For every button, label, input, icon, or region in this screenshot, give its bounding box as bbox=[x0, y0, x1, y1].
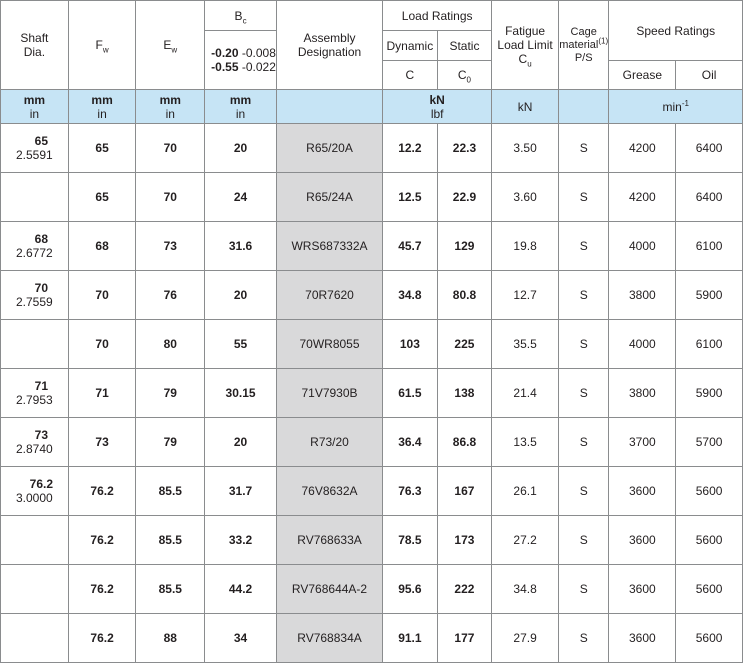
grease-cell: 3800 bbox=[609, 369, 676, 418]
shaft-mm: 68 bbox=[34, 232, 49, 246]
grease-cell: 3600 bbox=[609, 614, 676, 663]
header-grease: Grease bbox=[609, 61, 676, 90]
header-shaft-dia: Shaft Dia. bbox=[1, 1, 69, 90]
ew-cell: 85.5 bbox=[136, 467, 205, 516]
shaft-mm: 70 bbox=[34, 281, 49, 295]
fw-cell: 76.2 bbox=[68, 614, 136, 663]
header-bc-tolerance: -0.20 -0.008 -0.55 -0.022 bbox=[205, 31, 277, 90]
grease-cell: 4200 bbox=[609, 173, 676, 222]
header-assembly-designation: Assembly Designation bbox=[276, 1, 382, 90]
dynamic-cell: 36.4 bbox=[383, 418, 438, 467]
table-row bbox=[1, 516, 743, 565]
unit-fw: mm in bbox=[68, 90, 136, 124]
static-cell: 86.8 bbox=[437, 418, 492, 467]
shaft-mm: 73 bbox=[34, 428, 49, 442]
fatigue-cell: 35.5 bbox=[492, 320, 559, 369]
header-oil: Oil bbox=[676, 61, 743, 90]
fw-cell: 76.2 bbox=[68, 516, 136, 565]
fw-cell: 76.2 bbox=[68, 467, 136, 516]
static-cell: 173 bbox=[437, 516, 492, 565]
dynamic-cell: 103 bbox=[383, 320, 438, 369]
data-rows bbox=[1, 124, 743, 663]
unit-bc: mm in bbox=[205, 90, 277, 124]
grease-cell: 3600 bbox=[609, 467, 676, 516]
header-bc: $B_c$ bbox=[205, 1, 277, 31]
grease-cell: 4000 bbox=[609, 320, 676, 369]
fatigue-cell: 13.5 bbox=[492, 418, 559, 467]
header-c0: $C_0$ bbox=[437, 61, 492, 90]
table-row bbox=[1, 369, 743, 418]
static-cell: 222 bbox=[437, 565, 492, 614]
designation-cell: R65/24A bbox=[276, 173, 382, 222]
dynamic-cell: 12.5 bbox=[383, 173, 438, 222]
shaft-in: 2.7559 bbox=[16, 295, 53, 309]
bc-cell: 20 bbox=[205, 418, 277, 467]
header-static: Static bbox=[437, 31, 492, 61]
dynamic-cell: 95.6 bbox=[383, 565, 438, 614]
table-row bbox=[1, 124, 743, 173]
unit-fatigue: kN bbox=[492, 90, 559, 124]
designation-cell: RV768834A bbox=[276, 614, 382, 663]
ew-cell: 85.5 bbox=[136, 516, 205, 565]
dynamic-cell: 61.5 bbox=[383, 369, 438, 418]
static-cell: 22.3 bbox=[437, 124, 492, 173]
static-cell: 138 bbox=[437, 369, 492, 418]
cage-cell: S bbox=[558, 614, 609, 663]
oil-cell: 5600 bbox=[676, 614, 743, 663]
bc-cell: 31.6 bbox=[205, 222, 277, 271]
fw-cell: 65 bbox=[68, 124, 136, 173]
grease-cell: 3600 bbox=[609, 516, 676, 565]
header-load-ratings: Load Ratings bbox=[383, 1, 492, 31]
table-row bbox=[1, 320, 743, 369]
ew-cell: 73 bbox=[136, 222, 205, 271]
static-cell: 129 bbox=[437, 222, 492, 271]
designation-cell: 76V8632A bbox=[276, 467, 382, 516]
table-row bbox=[1, 467, 743, 516]
cage-cell: S bbox=[558, 320, 609, 369]
cage-cell: S bbox=[558, 222, 609, 271]
ew-cell: 76 bbox=[136, 271, 205, 320]
table-row bbox=[1, 271, 743, 320]
ew-cell: 79 bbox=[136, 418, 205, 467]
bc-cell: 24 bbox=[205, 173, 277, 222]
static-cell: 22.9 bbox=[437, 173, 492, 222]
table-row bbox=[1, 614, 743, 663]
fatigue-cell: 3.60 bbox=[492, 173, 559, 222]
shaft-dia-cell bbox=[1, 467, 69, 516]
shaft-dia-cell bbox=[1, 320, 69, 369]
oil-cell: 5900 bbox=[676, 271, 743, 320]
bc-cell: 34 bbox=[205, 614, 277, 663]
header-ew: $E_w$ bbox=[136, 1, 205, 90]
oil-cell: 5600 bbox=[676, 565, 743, 614]
ew-cell: 70 bbox=[136, 124, 205, 173]
designation-cell: 71V7930B bbox=[276, 369, 382, 418]
static-cell: 167 bbox=[437, 467, 492, 516]
fw-cell: 70 bbox=[68, 320, 136, 369]
designation-cell: R65/20A bbox=[276, 124, 382, 173]
fatigue-cell: 12.7 bbox=[492, 271, 559, 320]
shaft-dia-cell bbox=[1, 418, 69, 467]
grease-cell: 3800 bbox=[609, 271, 676, 320]
ew-cell: 70 bbox=[136, 173, 205, 222]
unit-assembly bbox=[276, 90, 382, 124]
designation-cell: WRS687332A bbox=[276, 222, 382, 271]
header-c: C bbox=[383, 61, 438, 90]
shaft-dia-cell bbox=[1, 516, 69, 565]
ew-cell: 79 bbox=[136, 369, 205, 418]
cage-cell: S bbox=[558, 516, 609, 565]
fatigue-cell: 21.4 bbox=[492, 369, 559, 418]
table-row bbox=[1, 173, 743, 222]
designation-cell: R73/20 bbox=[276, 418, 382, 467]
oil-cell: 5700 bbox=[676, 418, 743, 467]
grease-cell: 4200 bbox=[609, 124, 676, 173]
cage-cell: S bbox=[558, 369, 609, 418]
shaft-in: 2.6772 bbox=[16, 246, 53, 260]
static-cell: 80.8 bbox=[437, 271, 492, 320]
dynamic-cell: 91.1 bbox=[383, 614, 438, 663]
dynamic-cell: 78.5 bbox=[383, 516, 438, 565]
shaft-dia-cell bbox=[1, 173, 69, 222]
oil-cell: 5900 bbox=[676, 369, 743, 418]
table-row bbox=[1, 418, 743, 467]
shaft-in: 2.7953 bbox=[16, 393, 53, 407]
shaft-dia-cell bbox=[1, 614, 69, 663]
shaft-mm: 71 bbox=[34, 379, 49, 393]
oil-cell: 6400 bbox=[676, 124, 743, 173]
header-cage-material: Cage material$^{(1)}$ P/S bbox=[558, 1, 609, 90]
fatigue-cell: 3.50 bbox=[492, 124, 559, 173]
cage-cell: S bbox=[558, 418, 609, 467]
ew-cell: 80 bbox=[136, 320, 205, 369]
fatigue-cell: 26.1 bbox=[492, 467, 559, 516]
dynamic-cell: 34.8 bbox=[383, 271, 438, 320]
fatigue-cell: 19.8 bbox=[492, 222, 559, 271]
header-fw: $F_w$ bbox=[68, 1, 136, 90]
designation-cell: 70WR8055 bbox=[276, 320, 382, 369]
unit-speed: $\min^{-1}$ bbox=[609, 90, 743, 124]
shaft-dia-cell bbox=[1, 124, 69, 173]
fw-cell: 68 bbox=[68, 222, 136, 271]
table-row bbox=[1, 222, 743, 271]
shaft-dia-cell bbox=[1, 369, 69, 418]
ew-cell: 85.5 bbox=[136, 565, 205, 614]
oil-cell: 6400 bbox=[676, 173, 743, 222]
shaft-mm: 65 bbox=[34, 134, 49, 148]
table-row bbox=[1, 565, 743, 614]
shaft-in: 3.0000 bbox=[16, 491, 53, 505]
bc-cell: 30.15 bbox=[205, 369, 277, 418]
oil-cell: 6100 bbox=[676, 320, 743, 369]
bc-cell: 20 bbox=[205, 124, 277, 173]
cage-cell: S bbox=[558, 271, 609, 320]
fatigue-cell: 27.2 bbox=[492, 516, 559, 565]
shaft-in: 2.8740 bbox=[16, 442, 53, 456]
static-cell: 177 bbox=[437, 614, 492, 663]
shaft-in: 2.5591 bbox=[16, 148, 53, 162]
cage-cell: S bbox=[558, 467, 609, 516]
grease-cell: 3600 bbox=[609, 565, 676, 614]
shaft-dia-cell bbox=[1, 565, 69, 614]
ew-cell: 88 bbox=[136, 614, 205, 663]
fw-cell: 73 bbox=[68, 418, 136, 467]
header-speed-ratings: Speed Ratings bbox=[609, 1, 743, 61]
oil-cell: 6100 bbox=[676, 222, 743, 271]
unit-shaft: mm in bbox=[1, 90, 69, 124]
fw-cell: 71 bbox=[68, 369, 136, 418]
header-dynamic: Dynamic bbox=[383, 31, 438, 61]
fw-cell: 76.2 bbox=[68, 565, 136, 614]
cage-cell: S bbox=[558, 124, 609, 173]
designation-cell: RV768633A bbox=[276, 516, 382, 565]
dynamic-cell: 12.2 bbox=[383, 124, 438, 173]
unit-load: kN lbf bbox=[383, 90, 492, 124]
oil-cell: 5600 bbox=[676, 516, 743, 565]
grease-cell: 4000 bbox=[609, 222, 676, 271]
fatigue-cell: 27.9 bbox=[492, 614, 559, 663]
grease-cell: 3700 bbox=[609, 418, 676, 467]
dynamic-cell: 76.3 bbox=[383, 467, 438, 516]
dynamic-cell: 45.7 bbox=[383, 222, 438, 271]
bc-cell: 20 bbox=[205, 271, 277, 320]
fw-cell: 65 bbox=[68, 173, 136, 222]
cage-cell: S bbox=[558, 173, 609, 222]
fatigue-cell: 34.8 bbox=[492, 565, 559, 614]
unit-cage bbox=[558, 90, 609, 124]
shaft-mm: 76.2 bbox=[29, 477, 54, 491]
designation-cell: 70R7620 bbox=[276, 271, 382, 320]
designation-cell: RV768644A-2 bbox=[276, 565, 382, 614]
shaft-dia-cell bbox=[1, 222, 69, 271]
bc-cell: 31.7 bbox=[205, 467, 277, 516]
static-cell: 225 bbox=[437, 320, 492, 369]
unit-ew: mm in bbox=[136, 90, 205, 124]
header-fatigue-load-limit: Fatigue Load Limit $C_u$ bbox=[492, 1, 559, 90]
shaft-dia-cell bbox=[1, 271, 69, 320]
oil-cell: 5600 bbox=[676, 467, 743, 516]
bc-cell: 44.2 bbox=[205, 565, 277, 614]
cage-cell: S bbox=[558, 565, 609, 614]
fw-cell: 70 bbox=[68, 271, 136, 320]
bc-cell: 55 bbox=[205, 320, 277, 369]
bc-cell: 33.2 bbox=[205, 516, 277, 565]
